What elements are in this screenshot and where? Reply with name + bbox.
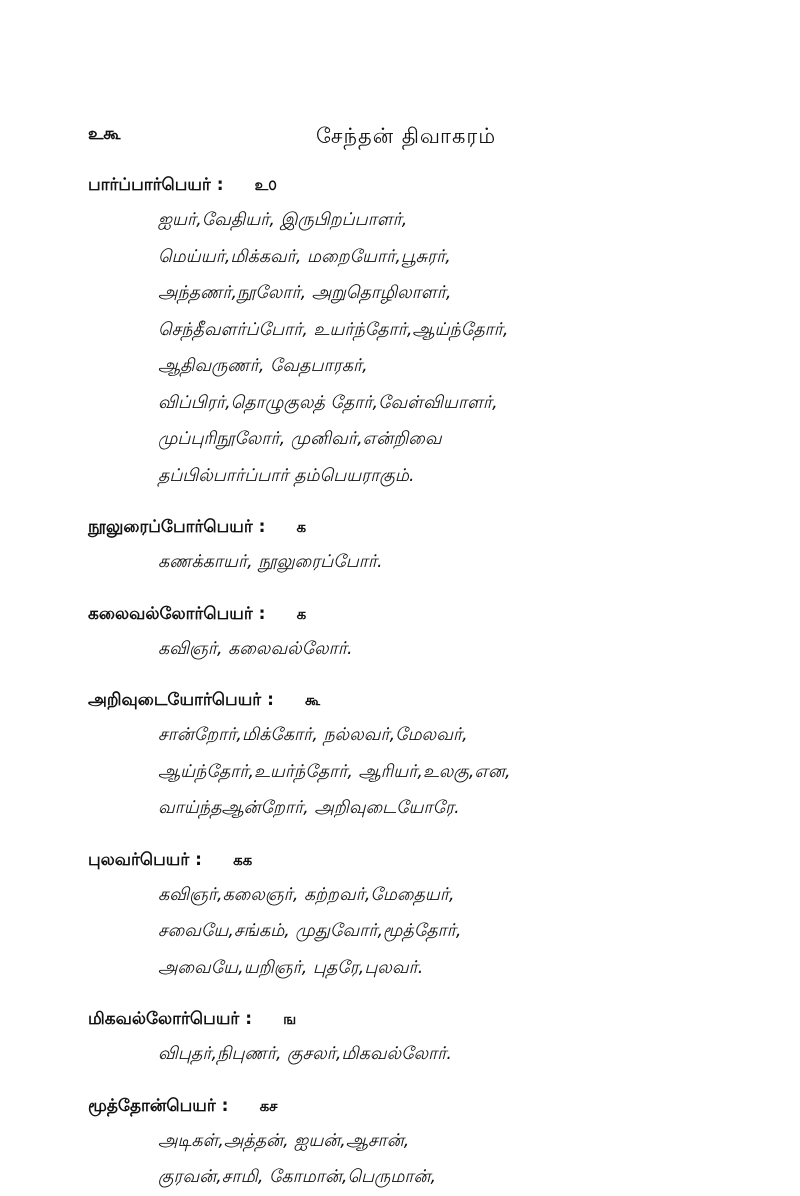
section-count: க bbox=[296, 518, 307, 536]
section-commentator-names bbox=[88, 510, 728, 597]
verse-line: விப்பிரர்,தொழுகுலத் தோர்,வேள்வியாளர், bbox=[158, 392, 498, 413]
section-title: பார்ப்பார்பெயர் : bbox=[88, 175, 224, 195]
section-heading bbox=[88, 510, 728, 544]
verse-line: கவிஞர்,கலைஞர், கற்றவர்,மேதையர், bbox=[158, 884, 455, 905]
verse-block bbox=[88, 202, 728, 494]
section-elder-names bbox=[88, 1089, 728, 1196]
section-count: க bbox=[296, 604, 307, 623]
section-heading bbox=[88, 168, 728, 202]
verse-line: முப்புரிநூலோர், முனிவர்,என்றிவை bbox=[158, 429, 442, 449]
verse-line: ஆய்ந்தோர்,உயர்ந்தோர், ஆரியர்,உலகு,என, bbox=[158, 761, 511, 782]
verse-line: விபுதர்,நிபுணர், குசலர்,மிகவல்லோர். bbox=[158, 1044, 452, 1064]
section-title: மூத்தோன்பெயர் : bbox=[88, 1095, 229, 1116]
verse-line: மெய்யர்,மிக்கவர், மறையோர்,பூசுரர், bbox=[158, 246, 451, 267]
verse-block bbox=[88, 544, 728, 581]
verse-line: அடிகள்,அத்தன், ஐயன்,ஆசான், bbox=[158, 1130, 410, 1151]
section-heading bbox=[88, 1002, 728, 1036]
section-title: மிகவல்லோர்பெயர் : bbox=[88, 1009, 252, 1029]
section-poet-names bbox=[88, 843, 728, 1003]
section-heading bbox=[88, 1089, 728, 1123]
section-count: கச bbox=[259, 1096, 278, 1115]
section-title: புலவர்பெயர் : bbox=[88, 849, 202, 870]
verse-line: ஐயர்,வேதியர், இருபிறப்பாளர், bbox=[158, 210, 408, 230]
section-title: கலைவல்லோர்பெயர் : bbox=[88, 603, 266, 624]
section-artist-names bbox=[88, 597, 728, 684]
section-count: ங bbox=[283, 1010, 297, 1028]
running-title: சேந்தன் திவாகரம் bbox=[316, 124, 497, 148]
verse-line: கணக்காயர், நூலுரைப்போர். bbox=[158, 552, 383, 572]
page-content bbox=[88, 168, 728, 1196]
verse-line: ஆதிவருணர், வேதபாரகர், bbox=[158, 356, 368, 376]
verse-line: வாய்ந்தஆன்றோர், அறிவுடையோரே. bbox=[158, 798, 460, 818]
page-number: உகூ bbox=[88, 124, 121, 144]
verse-line: அவையே,யறிஞர், புதரே,புலவர். bbox=[158, 957, 424, 978]
section-brahmin-names bbox=[88, 168, 728, 510]
section-title: அறிவுடையோர்பெயர் : bbox=[88, 690, 274, 710]
section-expert-names bbox=[88, 1002, 728, 1089]
verse-block bbox=[88, 1036, 728, 1073]
verse-block bbox=[88, 1123, 728, 1196]
verse-line: குரவன்,சாமி, கோமான்,பெருமான், bbox=[158, 1167, 437, 1187]
page-header bbox=[88, 124, 688, 154]
section-heading bbox=[88, 843, 728, 877]
verse-line: கவிஞர், கலைவல்லோர். bbox=[158, 638, 353, 659]
verse-line: சான்றோர்,மிக்கோர், நல்லவர்,மேலவர், bbox=[158, 725, 468, 745]
section-wise-names bbox=[88, 683, 728, 843]
section-heading bbox=[88, 683, 728, 717]
section-count: உ௦ bbox=[254, 176, 277, 194]
verse-line: தப்பில்பார்ப்பார் தம்பெயராகும். bbox=[158, 465, 415, 486]
verse-block bbox=[88, 717, 728, 827]
verse-line: செந்தீவளர்ப்போர், உயர்ந்தோர்,ஆய்ந்தோர், bbox=[158, 319, 509, 340]
section-count: கூ bbox=[304, 691, 321, 709]
verse-block bbox=[88, 877, 728, 987]
section-count: கக bbox=[233, 850, 253, 869]
verse-line: அந்தணர்,நூலோர், அறுதொழிலாளர், bbox=[158, 283, 452, 303]
verse-block bbox=[88, 631, 728, 668]
section-title: நூலுரைப்போர்பெயர் : bbox=[88, 517, 266, 537]
section-heading bbox=[88, 597, 728, 631]
verse-line: சவையே,சங்கம், முதுவோர்,மூத்தோர், bbox=[158, 921, 462, 941]
